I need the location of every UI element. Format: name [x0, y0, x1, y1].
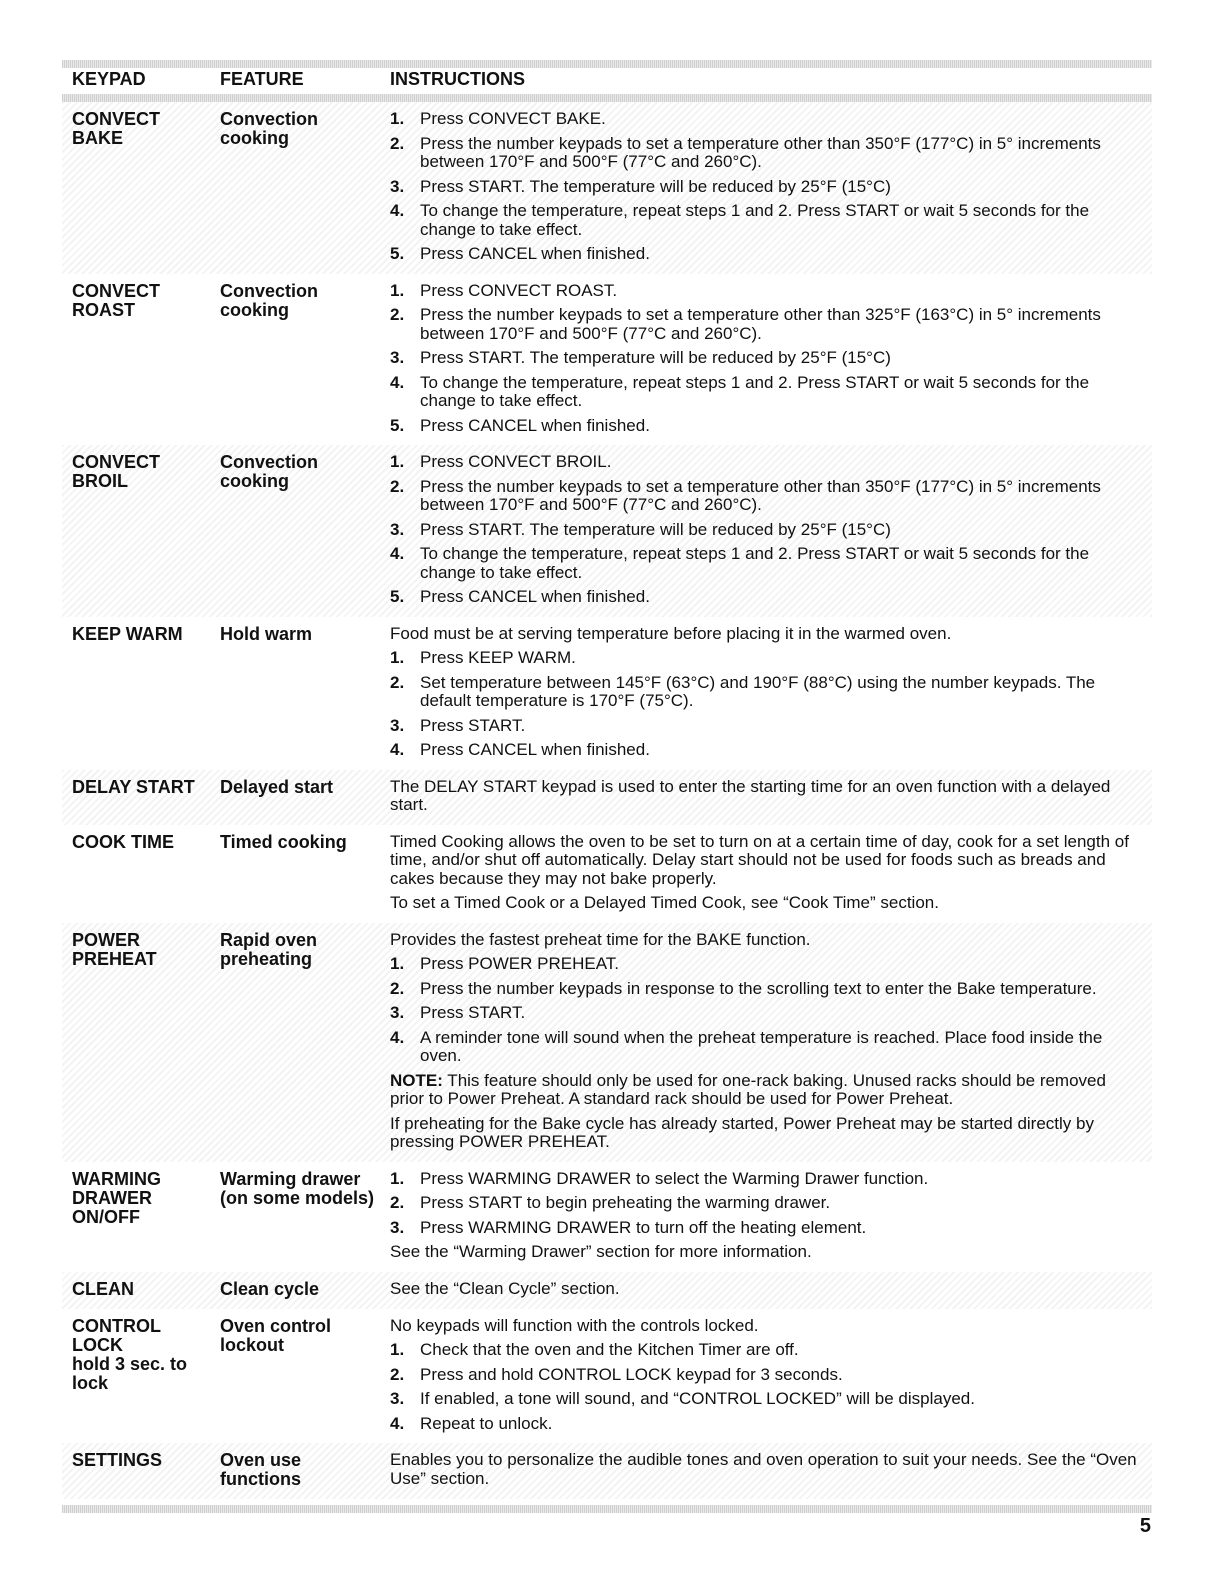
note-paragraph	[390, 1072, 1140, 1109]
feature-name	[220, 1280, 390, 1299]
step-text: Press POWER PREHEAT.	[420, 954, 619, 973]
step-text: Press the number keypads to set a temperature other than 350°F (177°C) in 5° increments between 170°F and 500°F (77°C and 260°C).	[420, 133, 1101, 171]
keypad-name-line: DRAWER	[72, 1187, 152, 1208]
instruction-step	[390, 741, 1140, 760]
paragraph-text: Provides the fastest preheat time for the BAKE function.	[390, 929, 811, 949]
step-number: 4.	[390, 372, 405, 392]
step-number: 3.	[390, 715, 405, 735]
instruction-step	[390, 521, 1140, 540]
step-text: Press CANCEL when finished.	[420, 740, 650, 759]
keypad-name	[62, 1451, 220, 1489]
feature-name-line: Hold warm	[220, 623, 313, 644]
step-number: 2.	[390, 133, 405, 153]
step-number: 3.	[390, 176, 405, 196]
step-number: 3.	[390, 1217, 405, 1237]
instruction-step	[390, 374, 1140, 411]
feature-name	[220, 110, 390, 264]
keypad-name	[62, 931, 220, 1152]
keypad-name	[62, 833, 220, 913]
keypad-name-line: hold 3 sec. to	[72, 1353, 188, 1374]
instruction-paragraph	[390, 1451, 1140, 1488]
instruction-paragraph	[390, 931, 1140, 950]
instruction-step	[390, 980, 1140, 999]
header-instructions: INSTRUCTIONS	[390, 69, 525, 89]
feature-name	[220, 453, 390, 607]
instruction-step	[390, 955, 1140, 974]
table-row	[62, 923, 1152, 1162]
step-number: 3.	[390, 1003, 405, 1022]
instruction-paragraph	[390, 833, 1140, 889]
table-row	[62, 1272, 1152, 1309]
keypad-name-line: COOK TIME	[72, 831, 174, 852]
instruction-step	[390, 1390, 1140, 1409]
instruction-step	[390, 178, 1140, 197]
instructions	[390, 1280, 1152, 1299]
keypad-name	[62, 1317, 220, 1434]
paragraph-text: See the “Clean Cycle” section.	[390, 1278, 620, 1298]
step-number: 2.	[390, 476, 405, 496]
instruction-step	[390, 110, 1140, 129]
instructions	[390, 1451, 1152, 1489]
step-number: 2.	[390, 1364, 405, 1384]
instructions	[390, 1170, 1152, 1262]
instruction-step	[390, 135, 1140, 172]
step-text: Press START. The temperature will be reduced by 25°F (15°C)	[420, 348, 891, 367]
feature-name-line: Clean cycle	[220, 1278, 320, 1299]
feature-name-line: functions	[220, 1469, 301, 1489]
step-text: Press the number keypads to set a temperature other than 325°F (163°C) in 5° increments between 170°F and 500°F (77°C and 260°C).	[420, 305, 1101, 343]
step-text: Press WARMING DRAWER to turn off the heating element.	[420, 1217, 867, 1237]
feature-name-line: cooking	[220, 471, 290, 491]
instruction-step	[390, 1170, 1140, 1189]
step-number: 2.	[390, 672, 405, 692]
step-text: Press START.	[420, 715, 526, 735]
step-number: 5.	[390, 415, 405, 435]
instruction-paragraph	[390, 778, 1140, 815]
keypad-name-line: CONTROL	[72, 1315, 161, 1336]
keypad-name-line: CLEAN	[72, 1278, 134, 1299]
step-number: 4.	[390, 544, 405, 563]
feature-name	[220, 833, 390, 913]
instruction-step	[390, 1415, 1140, 1434]
keypad-name-line: CONVECT	[72, 280, 161, 301]
instruction-paragraph	[390, 1280, 1140, 1299]
instruction-step	[390, 1341, 1140, 1360]
feature-name-line: Delayed start	[220, 776, 334, 797]
table-row	[62, 770, 1152, 825]
step-number: 3.	[390, 519, 405, 539]
table-row	[62, 1443, 1152, 1499]
paragraph-text: Food must be at serving temperature before placing it in the warmed oven.	[390, 623, 952, 643]
paragraph-text: See the “Warming Drawer” section for more information.	[390, 1242, 812, 1261]
step-text: Press START.	[420, 1003, 526, 1022]
feature-name-line: Convection	[220, 452, 319, 472]
keypad-name	[62, 625, 220, 760]
step-text: Check that the oven and the Kitchen Timer are off.	[420, 1340, 799, 1359]
instruction-step	[390, 588, 1140, 607]
instruction-paragraph	[390, 1317, 1140, 1336]
keypad-name-line: KEEP WARM	[72, 623, 183, 644]
instruction-step	[390, 306, 1140, 343]
step-number: 1.	[390, 1340, 405, 1359]
paragraph-text: Enables you to personalize the audible tones and oven operation to suit your needs. See the “Oven Use” section.	[390, 1450, 1137, 1488]
step-text: Press CONVECT BAKE.	[420, 109, 606, 128]
feature-name	[220, 282, 390, 436]
keypad-name-line: SETTINGS	[72, 1450, 163, 1470]
step-text: Press the number keypads to set a temperature other than 350°F (177°C) in 5° increments between 170°F and 500°F (77°C and 260°C).	[420, 476, 1101, 514]
step-number: 1.	[390, 648, 405, 667]
step-text: If enabled, a tone will sound, and “CONTROL LOCKED” will be displayed.	[420, 1389, 975, 1408]
step-number: 4.	[390, 201, 405, 220]
paragraph-text: This feature should only be used for one-rack baking. Unused racks should be removed prior to Power Preheat. A standard rack should be used for Power Preheat.	[390, 1070, 1106, 1108]
step-number: 5.	[390, 587, 405, 606]
feature-name-line: Warming drawer	[220, 1168, 361, 1189]
table-row	[62, 825, 1152, 923]
keypad-name-line: CONVECT	[72, 452, 161, 472]
step-number: 1.	[390, 954, 405, 973]
step-number: 4.	[390, 740, 405, 759]
instruction-step	[390, 649, 1140, 668]
instructions	[390, 453, 1152, 607]
instructions	[390, 625, 1152, 760]
header-rule	[62, 94, 1152, 102]
paragraph-text: To set a Timed Cook or a Delayed Timed Cook, see “Cook Time” section.	[390, 893, 939, 912]
table-body	[62, 102, 1152, 1499]
step-text: Repeat to unlock.	[420, 1413, 553, 1433]
keypad-table	[62, 60, 1152, 1513]
step-text: Press CANCEL when finished.	[420, 244, 650, 263]
step-text: Press START. The temperature will be reduced by 25°F (15°C)	[420, 176, 891, 196]
step-number: 3.	[390, 348, 405, 367]
feature-name	[220, 931, 390, 1152]
table-row	[62, 1162, 1152, 1272]
instructions	[390, 282, 1152, 436]
step-number: 2.	[390, 1193, 405, 1212]
instruction-paragraph	[390, 1243, 1140, 1262]
step-text: A reminder tone will sound when the preheat temperature is reached. Place food inside the oven.	[420, 1027, 1103, 1065]
keypad-name	[62, 1280, 220, 1299]
instructions	[390, 778, 1152, 815]
table-row	[62, 1309, 1152, 1444]
step-number: 5.	[390, 244, 405, 263]
step-text: Press CONVECT BROIL.	[420, 452, 612, 471]
keypad-name-line: CONVECT	[72, 109, 161, 129]
step-number: 1.	[390, 452, 405, 471]
keypad-name-line: WARMING	[72, 1168, 161, 1189]
instruction-step	[390, 545, 1140, 582]
step-text: Press START. The temperature will be reduced by 25°F (15°C)	[420, 519, 891, 539]
keypad-name-line: lock	[72, 1372, 109, 1393]
bottom-rule	[62, 1505, 1152, 1513]
feature-name-line: cooking	[220, 128, 290, 148]
step-number: 3.	[390, 1389, 405, 1408]
table-row	[62, 102, 1152, 274]
feature-name-line: Timed cooking	[220, 831, 347, 852]
instructions	[390, 110, 1152, 264]
header-feature: FEATURE	[220, 69, 304, 89]
step-text: Press KEEP WARM.	[420, 648, 576, 667]
keypad-name-line: BAKE	[72, 128, 124, 148]
step-text: To change the temperature, repeat steps 1 and 2. Press START or wait 5 seconds for the change to take effect.	[420, 201, 1090, 239]
feature-name	[220, 1451, 390, 1489]
keypad-name-line: DELAY START	[72, 776, 195, 797]
instruction-paragraph	[390, 625, 1140, 644]
keypad-name	[62, 110, 220, 264]
instruction-step	[390, 417, 1140, 436]
paragraph-text: No keypads will function with the controls locked.	[390, 1315, 759, 1335]
step-text: Set temperature between 145°F (63°C) and 190°F (88°C) using the number keypads. The default temperature is 170°F (75°C).	[420, 672, 1096, 710]
instruction-paragraph	[390, 1115, 1140, 1152]
keypad-name-line: LOCK	[72, 1334, 123, 1355]
instruction-step	[390, 245, 1140, 264]
keypad-name-line: ROAST	[72, 299, 135, 320]
paragraph-text: The DELAY START keypad is used to enter the starting time for an oven function with a delayed start.	[390, 776, 1111, 814]
instruction-step	[390, 1366, 1140, 1385]
feature-name-line: Convection	[220, 280, 319, 301]
table-row	[62, 445, 1152, 617]
feature-name-line: preheating	[220, 948, 313, 969]
instruction-step	[390, 349, 1140, 368]
step-number: 2.	[390, 305, 405, 324]
step-number: 2.	[390, 978, 405, 998]
step-text: To change the temperature, repeat steps 1 and 2. Press START or wait 5 seconds for the change to take effect.	[420, 372, 1090, 410]
step-number: 1.	[390, 280, 405, 300]
instruction-step	[390, 453, 1140, 472]
step-text: Press the number keypads in response to the scrolling text to enter the Bake temperature.	[420, 978, 1097, 998]
feature-name	[220, 778, 390, 815]
feature-name-line: (on some models)	[220, 1187, 375, 1208]
instructions	[390, 1317, 1152, 1434]
keypad-name	[62, 1170, 220, 1262]
instruction-step	[390, 1029, 1140, 1066]
step-number: 1.	[390, 109, 405, 128]
instructions	[390, 931, 1152, 1152]
feature-name	[220, 1170, 390, 1262]
instruction-step	[390, 1194, 1140, 1213]
keypad-name	[62, 282, 220, 436]
instruction-step	[390, 282, 1140, 301]
step-text: Press and hold CONTROL LOCK keypad for 3 seconds.	[420, 1364, 843, 1384]
feature-name-line: lockout	[220, 1334, 285, 1355]
table-row	[62, 617, 1152, 770]
feature-name-line: Oven use	[220, 1450, 302, 1470]
keypad-name-line: POWER	[72, 929, 141, 950]
instruction-step	[390, 478, 1140, 515]
keypad-name-line: BROIL	[72, 471, 128, 491]
instruction-step	[390, 202, 1140, 239]
step-text: Press CANCEL when finished.	[420, 587, 650, 606]
note-label: NOTE:	[390, 1070, 443, 1090]
feature-name-line: Rapid oven	[220, 929, 318, 950]
keypad-name-line: PREHEAT	[72, 948, 157, 969]
header-keypad: KEYPAD	[72, 69, 146, 89]
step-text: To change the temperature, repeat steps 1 and 2. Press START or wait 5 seconds for the change to take effect.	[420, 544, 1090, 582]
feature-name	[220, 1317, 390, 1434]
keypad-name	[62, 778, 220, 815]
instruction-step	[390, 1004, 1140, 1023]
page-number: 5	[1139, 1515, 1151, 1537]
feature-name-line: Convection	[220, 109, 319, 129]
step-number: 4.	[390, 1027, 405, 1047]
feature-name-line: cooking	[220, 299, 290, 320]
paragraph-text: Timed Cooking allows the oven to be set to turn on at a certain time of day, cook for a set length of time, and/or shut off automatically. Delay start should not be used for foods such as breads and cakes because they may not bake properly.	[390, 831, 1129, 888]
step-text: Press START to begin preheating the warming drawer.	[420, 1193, 831, 1212]
table-row	[62, 274, 1152, 446]
keypad-name-line: ON/OFF	[72, 1206, 140, 1227]
paragraph-text: If preheating for the Bake cycle has already started, Power Preheat may be started directly by pressing POWER PREHEAT.	[390, 1113, 1094, 1151]
step-text: Press CANCEL when finished.	[420, 415, 650, 435]
table-header	[62, 68, 1152, 94]
step-text: Press CONVECT ROAST.	[420, 280, 618, 300]
step-text: Press WARMING DRAWER to select the Warming Drawer function.	[420, 1168, 929, 1188]
top-rule	[62, 60, 1152, 68]
feature-name-line: Oven control	[220, 1315, 332, 1336]
instruction-paragraph	[390, 894, 1140, 913]
keypad-name	[62, 453, 220, 607]
instructions	[390, 833, 1152, 913]
step-number: 4.	[390, 1413, 405, 1433]
feature-name	[220, 625, 390, 760]
instruction-step	[390, 1219, 1140, 1238]
instruction-step	[390, 717, 1140, 736]
step-number: 1.	[390, 1168, 405, 1188]
instruction-step	[390, 674, 1140, 711]
